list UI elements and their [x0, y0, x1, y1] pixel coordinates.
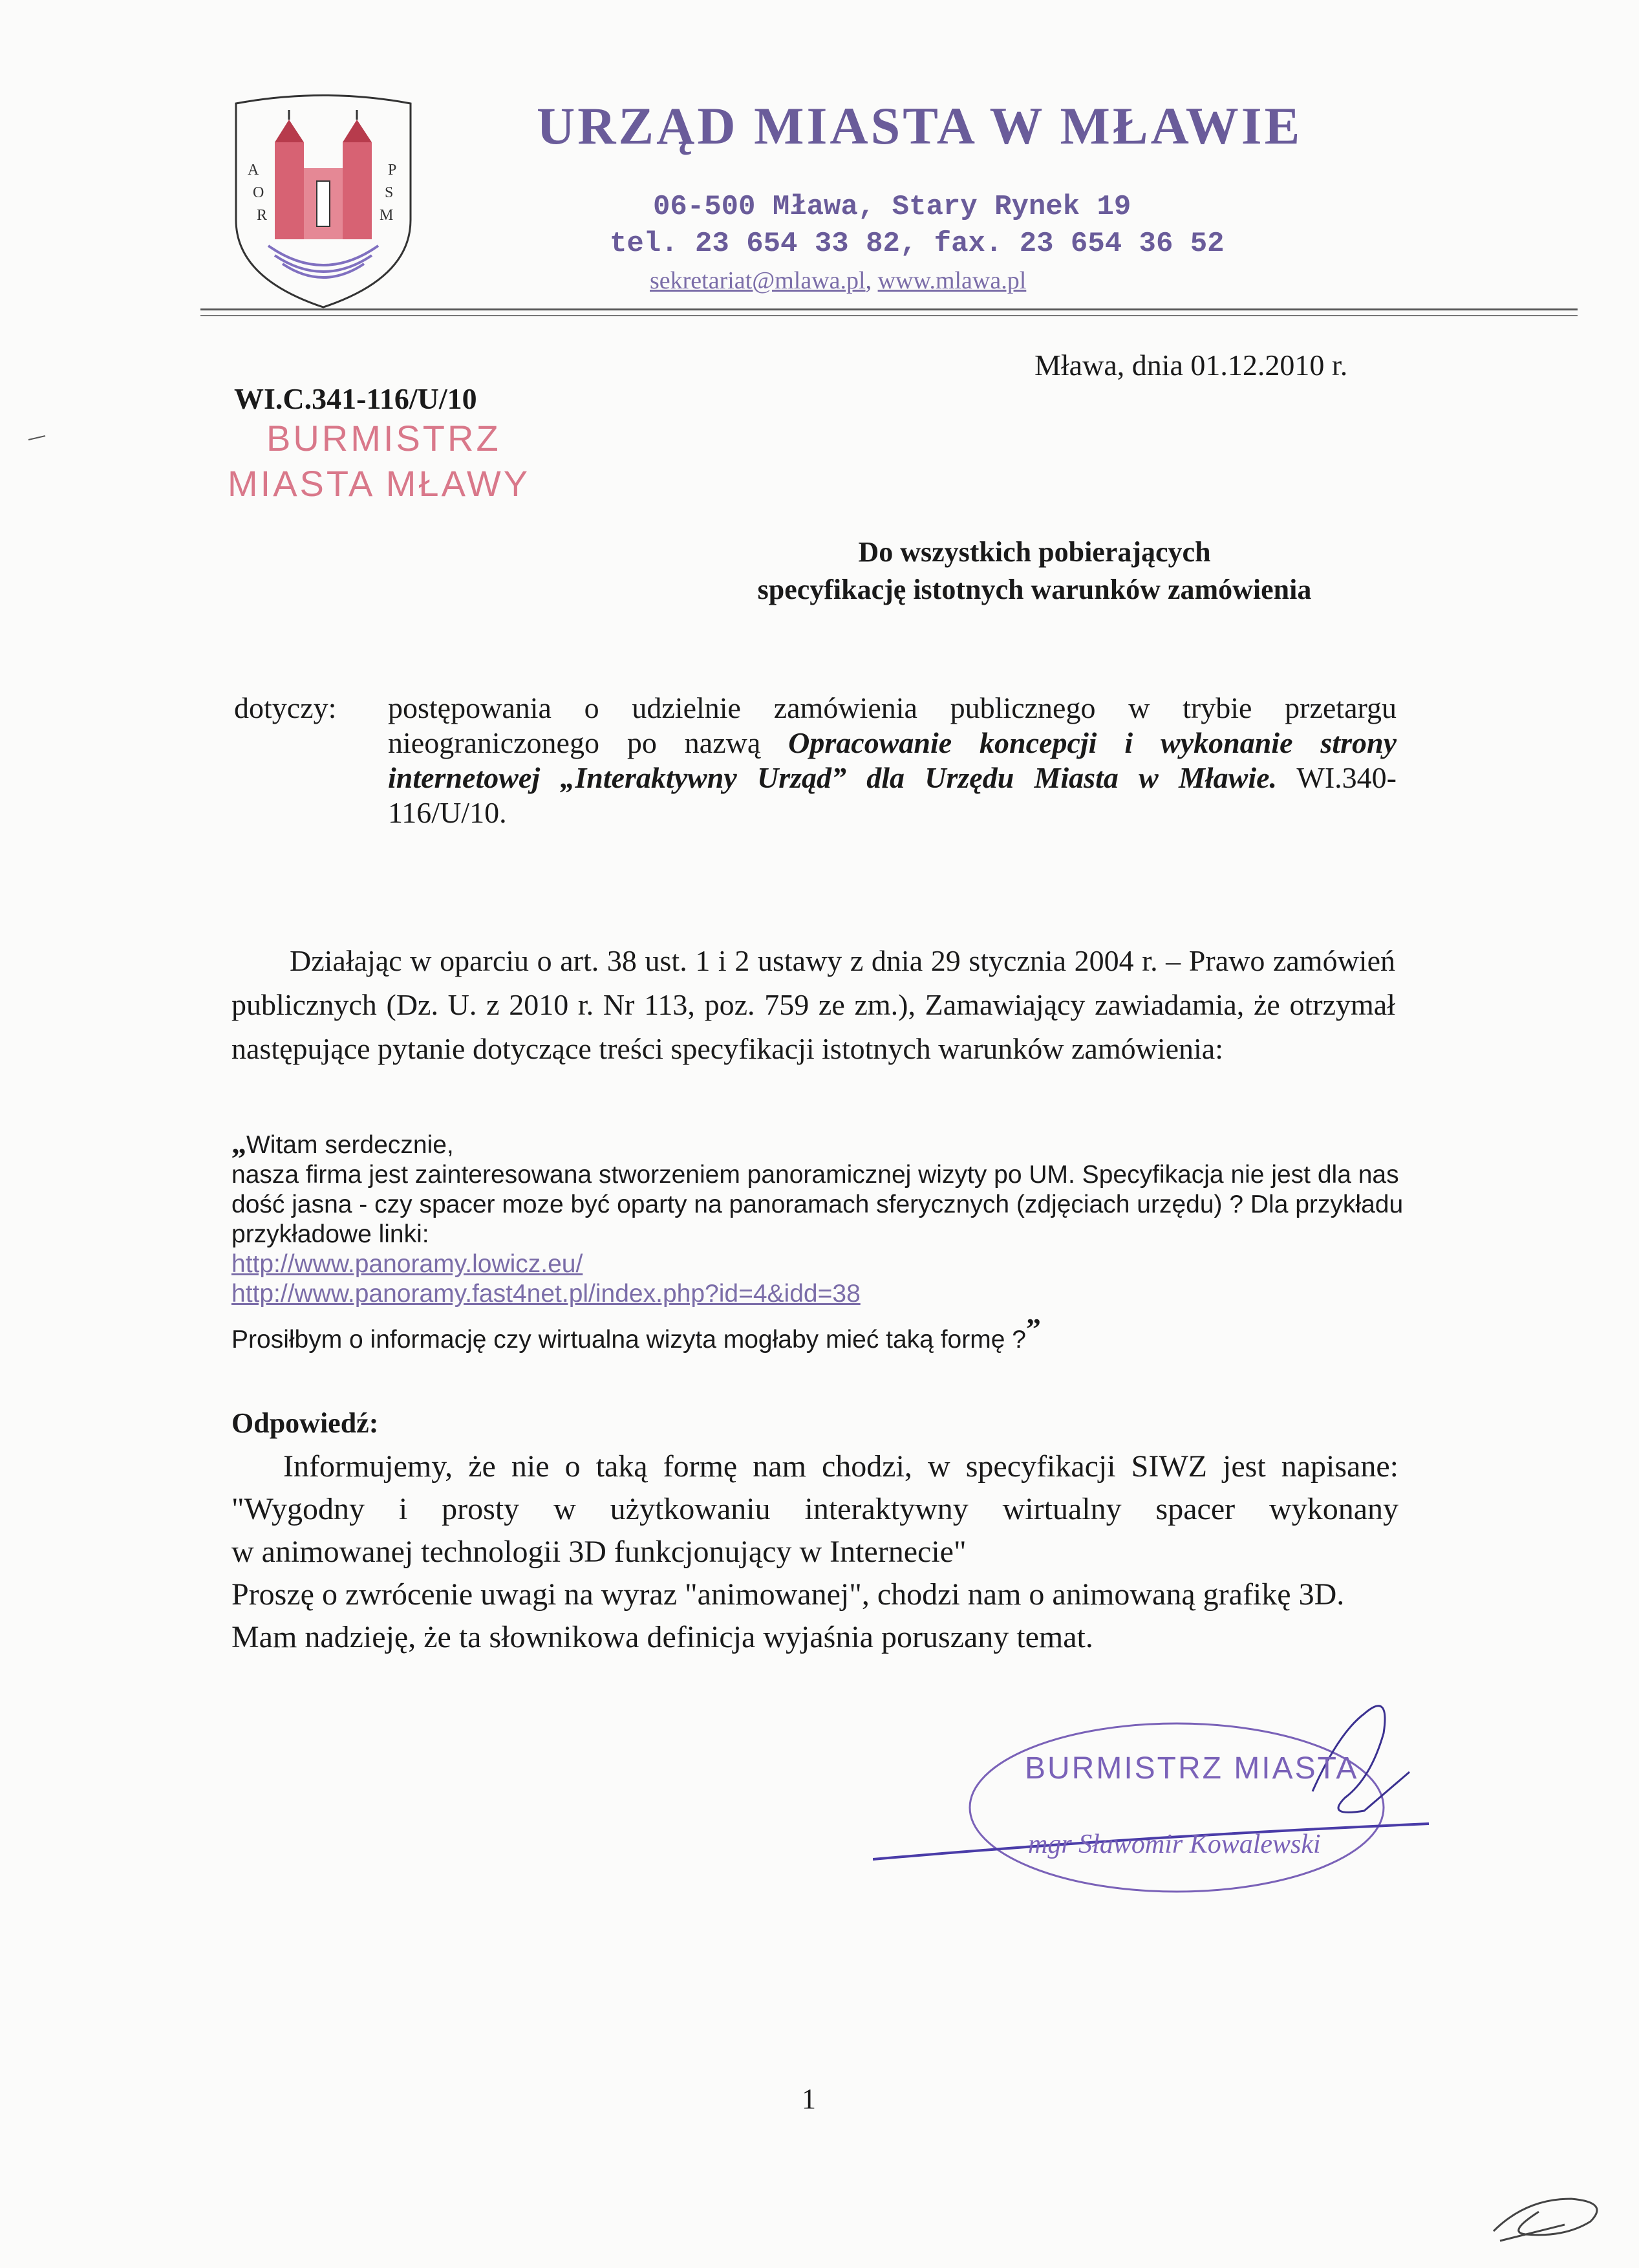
crest-letter-r: R [257, 207, 268, 224]
quote-close-mark: ” [1025, 1312, 1041, 1345]
regarding-text [388, 691, 1397, 830]
crest-letter-o: O [253, 184, 264, 201]
question-closing: Prosiłbym o informację czy wirtualna wizyta mogłaby mieć taką formę ? [231, 1326, 1026, 1354]
body-paragraph: Działając w oparciu o art. 38 ust. 1 i 2 ustawy z dnia 29 stycznia 2004 r. – Prawo zamówień publicznych (Dz. U. z 2010 r. Nr 113, poz. 759 ze zm.), Zamawiający zawiadamia, że otrzymał następujące pytanie dotyczące treści specyfikacji istotnych warunków zamówienia: [231, 944, 1395, 1065]
answer-line-4: Proszę o zwrócenie uwagi na wyraz "animowanej", chodzi nam o animowaną grafikę 3D. [231, 1577, 1345, 1612]
crest-letter-m: M [380, 207, 394, 224]
question-block [231, 1129, 1428, 1355]
scan-mark [27, 435, 47, 441]
office-phone: tel. 23 654 33 82, fax. 23 654 36 52 [610, 228, 1225, 260]
header-rule [200, 308, 1578, 310]
initials-scribble [1487, 2186, 1616, 2244]
stamp-line-2: MIASTA MŁAWY [228, 463, 531, 504]
regarding-text-1: postępowania o udzielnie zamówienia publicznego w trybie przetargu nieograniczonego po nazwą [388, 691, 1397, 759]
question-text: nasza firma jest zainteresowana stworzeniem panoramicznej wizyty po UM. Specyfikacja nie jest dla nas dość jasna - czy spacer moze być oparty na panoramach sferycznych (zdjęciach urzędu) ? Dla przykładu przykładowe linki: [231, 1161, 1404, 1248]
answer-line-5: Mam nadzieję, że ta słownikowa definicja wyjaśnia poruszany temat. [231, 1620, 1093, 1654]
signature-stamp [873, 1694, 1455, 1908]
answer-line-1: Informujemy, że nie o taką formę nam chodzi, w specyfikacji SIWZ jest napisane: [283, 1449, 1398, 1484]
addressee [647, 534, 1422, 609]
crest-letter-s: S [385, 184, 394, 201]
addressee-line-1: Do wszystkich pobierających [858, 536, 1211, 568]
regarding-text-2: WI.340-116/U/10. [388, 761, 1397, 829]
letter-date: Mława, dnia 01.12.2010 r. [1034, 349, 1348, 382]
signature-name: mgr Sławomir Kowalewski [1028, 1830, 1321, 1859]
page-number: 1 [802, 2083, 816, 2115]
signature-title: BURMISTRZ MIASTA [1025, 1751, 1359, 1786]
website-link[interactable]: www.mlawa.pl [877, 267, 1027, 294]
answer-text [231, 1445, 1398, 1659]
tender-title: Opracowanie koncepcji i wykonanie strony internetowej „Interaktywny Urząd” dla Urzędu Miasta w Mławie. [388, 726, 1397, 794]
office-address: 06-500 Mława, Stary Rynek 19 [653, 191, 1131, 223]
email-link[interactable]: sekretariat@mlawa.pl [650, 267, 866, 294]
example-link-2[interactable]: http://www.panoramy.fast4net.pl/index.php?id=4&idd=38 [231, 1280, 861, 1308]
stamp-line-1: BURMISTRZ [266, 418, 501, 459]
office-contacts: sekretariat@mlawa.pl, www.mlawa.pl [650, 267, 1027, 294]
question-greeting: Witam serdecznie, [246, 1131, 454, 1159]
answer-label: Odpowiedź: [231, 1407, 379, 1439]
quote-open-mark: „ [231, 1127, 246, 1160]
office-title: URZĄD MIASTA W MŁAWIE [537, 96, 1303, 155]
crest-letter-a: A [248, 162, 259, 178]
answer-line-2: "Wygodny i prosty w użytkowaniu interaktywny wirtualny spacer wykonany [231, 1492, 1398, 1526]
answer-line-3: w animowanej technologii 3D funkcjonujący w Internecie" [231, 1535, 967, 1569]
city-crest-logo [230, 91, 417, 310]
example-link-1[interactable]: http://www.panoramy.lowicz.eu/ [231, 1250, 583, 1278]
crest-letter-p: P [388, 162, 397, 178]
header-rule-thin [200, 315, 1578, 316]
regarding-label: dotyczy: [234, 691, 337, 724]
reference-number: WI.C.341-116/U/10 [234, 382, 477, 415]
addressee-line-2: specyfikację istotnych warunków zamówienia [757, 574, 1312, 605]
